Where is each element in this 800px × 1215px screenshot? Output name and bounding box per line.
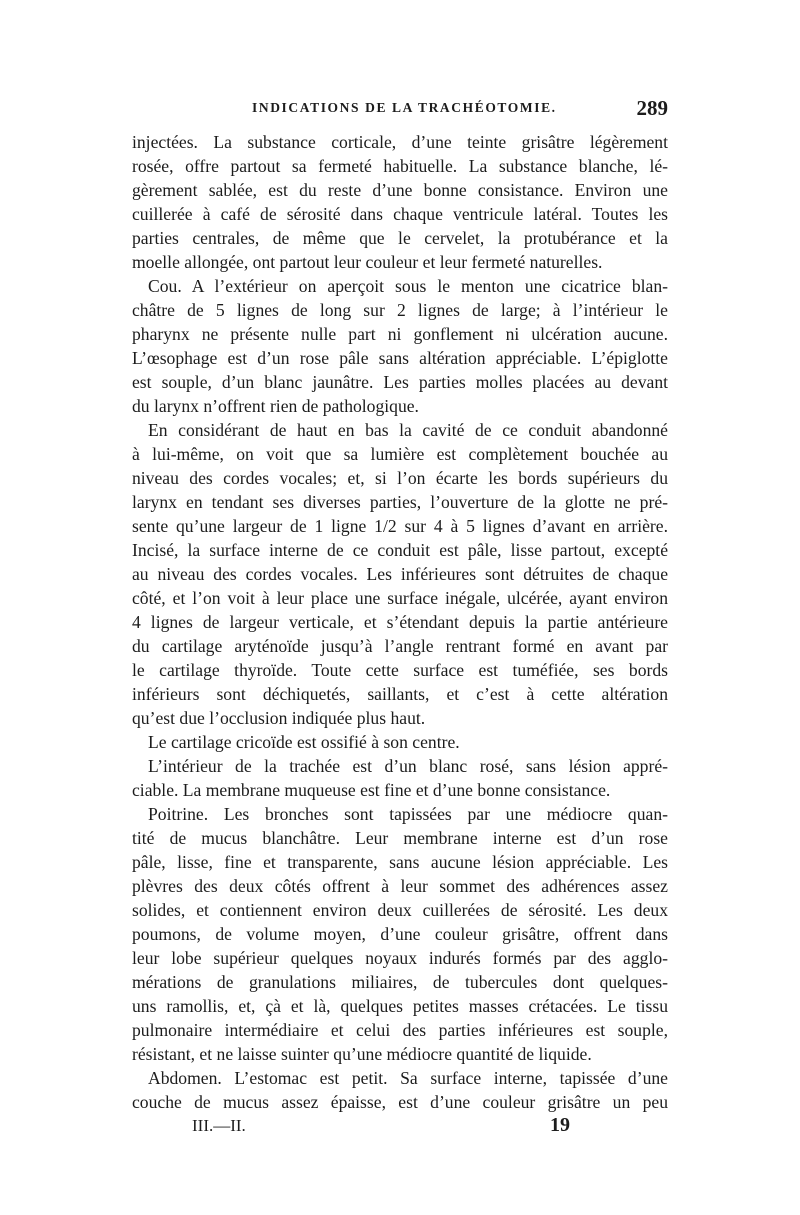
text-line: plèvres des deux côtés offrent à leur sommet des adhérences assez — [132, 876, 668, 896]
text-line: En considérant de haut en bas la cavité de ce conduit abandonné — [148, 420, 668, 440]
text-line: du larynx n’offrent rien de pathologique. — [132, 396, 419, 416]
text-line: à lui-même, on voit que sa lumière est complètement bouchée au — [132, 444, 668, 464]
page-footer — [132, 1116, 668, 1140]
text-line: résistant, et ne laisse suinter qu’une médiocre quantité de liquide. — [132, 1044, 592, 1064]
text-line: injectées. La substance corticale, d’une teinte grisâtre légèrement — [132, 132, 668, 152]
text-line: sente qu’une largeur de 1 ligne 1/2 sur 4 à 5 lignes d’avant en arrière. — [132, 516, 668, 536]
text-line: du cartilage aryténoïde jusqu’à l’angle rentrant formé en avant par — [132, 636, 668, 656]
text-line: L’œsophage est d’un rose pâle sans altération appréciable. L’épiglotte — [132, 348, 668, 368]
text-line: ciable. La membrane muqueuse est fine et d’une bonne consistance. — [132, 780, 611, 800]
text-line: larynx en tendant ses diverses parties, l’ouverture de la glotte ne pré- — [132, 492, 668, 512]
running-title: INDICATIONS DE LA TRACHÉOTOMIE. — [252, 100, 557, 115]
text-line: niveau des cordes vocales; et, si l’on écarte les bords supérieurs du — [132, 468, 668, 488]
text-line: mérations de granulations miliaires, de tubercules dont quelques- — [132, 972, 668, 992]
running-header — [132, 96, 668, 120]
text-line: couche de mucus assez épaisse, est d’une couleur grisâtre un peu — [132, 1092, 668, 1112]
text-line: leur lobe supérieur quelques noyaux indurés formés par des agglo- — [132, 948, 668, 968]
text-line: solides, et contiennent environ deux cuillerées de sérosité. Les deux — [132, 900, 668, 920]
text-line: Abdomen. L’estomac est petit. Sa surface interne, tapissée d’une — [148, 1068, 668, 1088]
text-line: pulmonaire intermédiaire et celui des parties inférieures est souple, — [132, 1020, 668, 1040]
text-line: qu’est due l’occlusion indiquée plus haut. — [132, 708, 426, 728]
text-line: gèrement sablée, est du reste d’une bonne consistance. Environ une — [132, 180, 668, 200]
text-line: rosée, offre partout sa fermeté habituelle. La substance blanche, lé- — [132, 156, 668, 176]
text-line: le cartilage thyroïde. Toute cette surface est tuméfiée, ses bords — [132, 660, 668, 680]
text-line: châtre de 5 lignes de long sur 2 lignes de large; à l’intérieur le — [132, 300, 668, 320]
text-line: Poitrine. Les bronches sont tapissées par une médiocre quan- — [148, 804, 668, 824]
text-line: au niveau des cordes vocales. Les inférieures sont détruites de chaque — [132, 564, 668, 584]
text-line: Incisé, la surface interne de ce conduit est pâle, lisse partout, excepté — [132, 540, 668, 560]
text-line: uns ramollis, et, çà et là, quelques petites masses crétacées. Le tissu — [132, 996, 668, 1016]
text-line: cuillerée à café de sérosité dans chaque ventricule latéral. Toutes les — [132, 204, 668, 224]
text-line: pharynx ne présente nulle part ni gonflement ni ulcération aucune. — [132, 324, 668, 344]
text-line: poumons, de volume moyen, d’une couleur grisâtre, offrent dans — [132, 924, 668, 944]
text-line: pâle, lisse, fine et transparente, sans aucune lésion appréciable. Les — [132, 852, 668, 872]
text-line: est souple, d’un blanc jaunâtre. Les parties molles placées au devant — [132, 372, 668, 392]
page-number: 289 — [636, 96, 668, 120]
text-line: 4 lignes de largeur verticale, et s’étendant depuis la partie antérieure — [132, 612, 668, 632]
signature-mark: III.—II. — [192, 1116, 246, 1135]
sheet-number: 19 — [550, 1114, 570, 1136]
text-line: parties centrales, de même que le cervelet, la protubérance et la — [132, 228, 668, 248]
text-line: côté, et l’on voit à leur place une surface inégale, ulcérée, ayant environ — [132, 588, 668, 608]
text-line: tité de mucus blanchâtre. Leur membrane interne est d’un rose — [132, 828, 668, 848]
text-line: moelle allongée, ont partout leur couleur et leur fermeté naturelles. — [132, 252, 603, 272]
text-line: Cou. A l’extérieur on aperçoit sous le menton une cicatrice blan- — [148, 276, 668, 296]
text-line: inférieurs sont déchiquetés, saillants, et c’est à cette altération — [132, 684, 668, 704]
text-line: L’intérieur de la trachée est d’un blanc rosé, sans lésion appré- — [148, 756, 668, 776]
text-line: Le cartilage cricoïde est ossifié à son centre. — [148, 732, 460, 752]
